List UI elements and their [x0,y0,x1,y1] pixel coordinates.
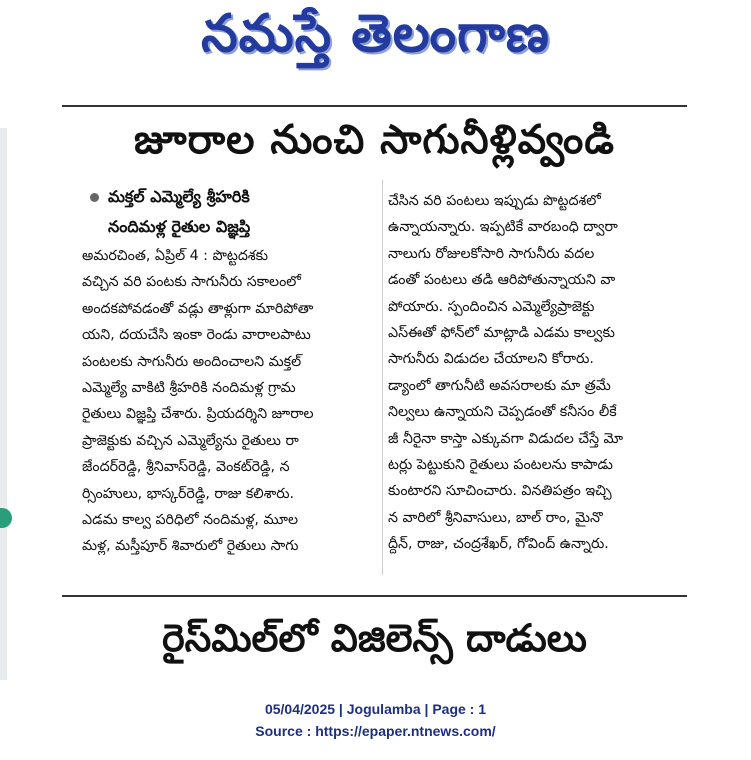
subhead-line: నందిమళ్ల రైతుల విజ్ఞప్తి [108,217,251,236]
text-line: మళ్ల, మస్తీపూర్ శివారులో రైతులు సాగు [82,538,299,555]
text-line: వచ్చిన వరి పంటకు సాగునీరు సకాలంలో [82,274,301,291]
page-footer [0,698,751,742]
text-line: ద్దీన్, రాజు, చంద్రశేఖర్, గోవింద్ ఉన్నారు. [388,536,609,553]
text-line: ఎడమ కాల్వ పరిధిలో నందిమళ్ల, మూల [82,512,298,529]
text-line: ఎస్ఈతో ఫోన్‌లో మాట్లాడి ఎడమ కాల్వకు [388,325,615,342]
text-line: డంతో పంటలు తడి ఆరిపోతున్నాయని వా [388,272,616,289]
footer-source: Source : https://epaper.ntnews.com/ [255,723,496,739]
column-divider [382,180,383,575]
text-line: న వారిలో శ్రీనివాసులు, బాల్ రాం, మైనొ [388,509,603,526]
side-tab-icon[interactable] [0,508,12,528]
text-line: యని, దయచేసి ఇంకా రెండు వారాలపాటు [82,327,311,344]
article-subhead [92,182,392,242]
text-line: జేందర్‌రెడ్డి, శ్రీనివాస్‌రెడ్డి, వెంకట్‌రెడ్డి, న [82,459,290,476]
text-line: టర్లు పెట్టుకుని రైతులు పంటలను కాపాడు [388,457,613,474]
text-line: నాలుగు రోజులకోసారి సాగునీరు వదల [388,245,595,262]
article-column-right [388,188,684,558]
article-column-left [82,243,376,560]
text-line: పంటలకు సాగునీరు అందించాలని మక్తల్ [82,353,302,370]
text-line: అమరచింత, ఏప్రిల్ 4 : పొట్టదశకు [82,248,268,264]
text-line: ర్సింహులు, భాస్కర్‌రెడ్డి, రాజు కలిశారు. [82,485,295,502]
text-line: చేసిన వరి పంటలు ఇప్పుడు పొట్టదశలో [388,193,601,209]
masthead [0,0,751,78]
next-article-headline: రైస్‌మిల్‌లో విజిలెన్స్ దాడులు [162,616,587,660]
bullet-icon [90,193,99,202]
subhead-line: మక్తల్ ఎమ్మెల్యే శ్రీహరికి [108,187,250,206]
left-edge-bar [0,128,7,680]
text-line: ఉన్నాయన్నారు. ఇప్పటికే వారబంధి ద్వారా [388,219,618,236]
text-line: పోయారు. స్పందించిన ఎమ్మెల్యేప్రాజెక్టు [388,298,595,315]
masthead-title: నమస్తే తెలంగాణ [201,4,550,64]
text-line: డ్యాంలో తాగునీటి అవసరాలకు మా త్రమే [388,377,611,394]
section-rule [62,595,687,597]
top-rule [62,105,687,107]
newspaper-clipping [62,100,687,680]
text-line: రైతులు విజ్ఞప్తి చేశారు. ప్రియదర్శిని జూరాల [82,406,314,423]
footer-date-edition: 05/04/2025 | Jogulamba | Page : 1 [264,701,487,717]
text-line: జీ నీరైనా కాస్తా ఎక్కువగా విడుదల చేస్తే మో [388,430,624,447]
text-line: ఎమ్మెల్యే వాకిటి శ్రీహరికి నందిమళ్ల గ్రామ [82,380,296,397]
text-line: సాగునీరు విడుదల చేయాలని కోరారు. [388,351,594,368]
text-line: ప్రాజెక్టుకు వచ్చిన ఎమ్మెల్యేను రైతులు రా [82,432,299,449]
text-line: నిల్వలు ఉన్నాయని చెప్పడంతో కనీసం లీకే [388,404,617,421]
text-line: కుంటారని సూచించారు. వినతిపత్రం ఇచ్చి [388,483,612,500]
text-line: అందకపోవడంతో వడ్లు తాళ్లుగా మారిపోతా [82,300,314,317]
article-headline: జూరాల నుంచి సాగునీళ్లివ్వండి [134,117,615,163]
